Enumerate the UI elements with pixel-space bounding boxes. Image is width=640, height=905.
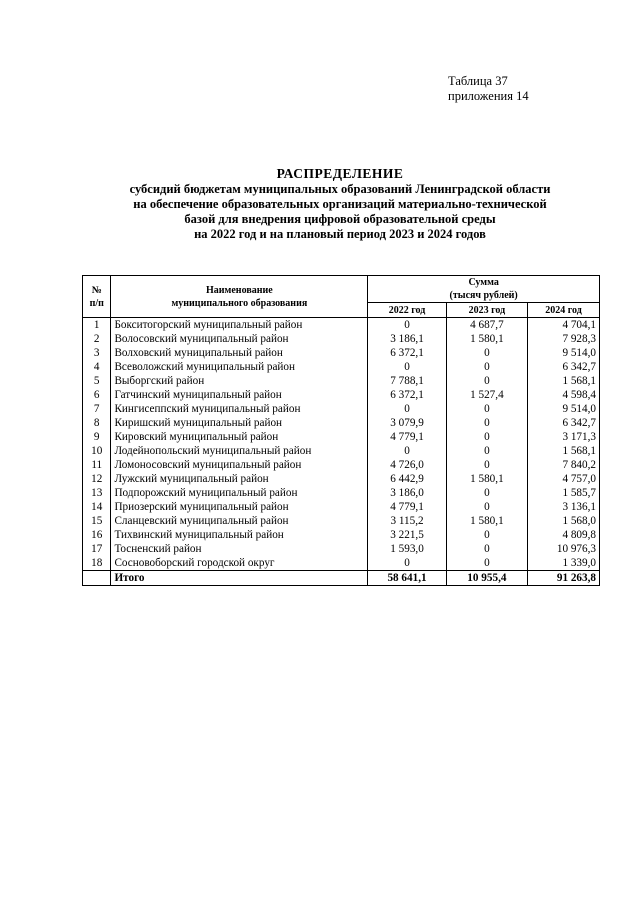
amount-2023: 1 527,4 [446, 388, 527, 402]
amount-2024: 6 342,7 [528, 416, 600, 430]
amount-2022: 3 079,9 [368, 416, 446, 430]
amount-2023: 0 [446, 486, 527, 500]
amount-2024: 1 568,1 [528, 444, 600, 458]
header-year-2024: 2024 год [528, 303, 600, 318]
amount-2024: 7 840,2 [528, 458, 600, 472]
total-2022: 58 641,1 [368, 571, 446, 586]
row-number: 10 [83, 444, 111, 458]
table-row [83, 528, 600, 542]
row-number: 3 [83, 346, 111, 360]
table-row [83, 500, 600, 514]
amount-2022: 1 593,0 [368, 542, 446, 556]
amount-2024: 1 568,1 [528, 374, 600, 388]
amount-2023: 1 580,1 [446, 332, 527, 346]
table-row [83, 472, 600, 486]
amount-2024: 9 514,0 [528, 346, 600, 360]
total-row [83, 571, 600, 586]
amount-2022: 3 221,5 [368, 528, 446, 542]
municipality-name: Тихвинский муниципальный район [111, 528, 368, 542]
total-num-cell [83, 571, 111, 586]
municipality-name: Кингисеппский муниципальный район [111, 402, 368, 416]
amount-2024: 10 976,3 [528, 542, 600, 556]
header-num: № п/п [83, 276, 111, 318]
row-number: 1 [83, 318, 111, 333]
amount-2022: 6 442,9 [368, 472, 446, 486]
row-number: 13 [83, 486, 111, 500]
amount-2022: 6 372,1 [368, 346, 446, 360]
table-row [83, 444, 600, 458]
amount-2022: 6 372,1 [368, 388, 446, 402]
total-2023: 10 955,4 [446, 571, 527, 586]
municipality-name: Кировский муниципальный район [111, 430, 368, 444]
amount-2022: 7 788,1 [368, 374, 446, 388]
municipality-name: Приозерский муниципальный район [111, 500, 368, 514]
row-number: 9 [83, 430, 111, 444]
appendix-number: приложения 14 [448, 89, 529, 103]
row-number: 15 [83, 514, 111, 528]
amount-2022: 3 186,1 [368, 332, 446, 346]
document-reference [448, 74, 529, 104]
header-sum: Сумма (тысяч рублей) [368, 276, 600, 303]
row-number: 6 [83, 388, 111, 402]
amount-2023: 0 [446, 444, 527, 458]
table-row [83, 556, 600, 571]
municipality-name: Выборгский район [111, 374, 368, 388]
amount-2023: 0 [446, 374, 527, 388]
table-row [83, 430, 600, 444]
amount-2022: 0 [368, 360, 446, 374]
table-row [83, 458, 600, 472]
row-number: 17 [83, 542, 111, 556]
amount-2023: 4 687,7 [446, 318, 527, 333]
row-number: 8 [83, 416, 111, 430]
header-year-2022: 2022 год [368, 303, 446, 318]
row-number: 2 [83, 332, 111, 346]
amount-2024: 3 171,3 [528, 430, 600, 444]
amount-2024: 6 342,7 [528, 360, 600, 374]
table-row [83, 388, 600, 402]
header-name: Наименование муниципального образования [111, 276, 368, 318]
table-row [83, 332, 600, 346]
title-line-1: субсидий бюджетам муниципальных образований Ленинградской области [129, 182, 551, 196]
table-row [83, 542, 600, 556]
header-year-2023: 2023 год [446, 303, 527, 318]
amount-2024: 4 809,8 [528, 528, 600, 542]
amount-2023: 0 [446, 542, 527, 556]
amount-2024: 9 514,0 [528, 402, 600, 416]
amount-2024: 7 928,3 [528, 332, 600, 346]
amount-2023: 0 [446, 458, 527, 472]
row-number: 16 [83, 528, 111, 542]
amount-2024: 3 136,1 [528, 500, 600, 514]
table-row [83, 374, 600, 388]
municipality-name: Ломоносовский муниципальный район [111, 458, 368, 472]
table-row [83, 486, 600, 500]
amount-2022: 0 [368, 318, 446, 333]
amount-2024: 1 339,0 [528, 556, 600, 571]
total-label: Итого [111, 571, 368, 586]
municipality-name: Бокситогорский муниципальный район [111, 318, 368, 333]
amount-2022: 0 [368, 402, 446, 416]
municipality-name: Лодейнопольский муниципальный район [111, 444, 368, 458]
amount-2022: 3 115,2 [368, 514, 446, 528]
municipality-name: Гатчинский муниципальный район [111, 388, 368, 402]
amount-2022: 4 726,0 [368, 458, 446, 472]
amount-2024: 1 568,0 [528, 514, 600, 528]
distribution-table [82, 275, 600, 586]
amount-2023: 1 580,1 [446, 472, 527, 486]
table-row [83, 402, 600, 416]
amount-2022: 0 [368, 444, 446, 458]
title-line-4: на 2022 год и на плановый период 2023 и 2024 годов [194, 227, 486, 241]
amount-2024: 4 598,4 [528, 388, 600, 402]
row-number: 4 [83, 360, 111, 374]
municipality-name: Подпорожский муниципальный район [111, 486, 368, 500]
amount-2023: 0 [446, 528, 527, 542]
amount-2022: 4 779,1 [368, 500, 446, 514]
title-line-3: базой для внедрения цифровой образовательной среды [184, 212, 496, 226]
table-row [83, 514, 600, 528]
total-2024: 91 263,8 [528, 571, 600, 586]
municipality-name: Волховский муниципальный район [111, 346, 368, 360]
amount-2024: 1 585,7 [528, 486, 600, 500]
table-row [83, 360, 600, 374]
amount-2023: 0 [446, 402, 527, 416]
amount-2023: 0 [446, 416, 527, 430]
amount-2023: 0 [446, 430, 527, 444]
table-number: Таблица 37 [448, 74, 508, 88]
amount-2024: 4 704,1 [528, 318, 600, 333]
amount-2023: 0 [446, 500, 527, 514]
amount-2022: 0 [368, 556, 446, 571]
table-row [83, 346, 600, 360]
municipality-name: Сланцевский муниципальный район [111, 514, 368, 528]
row-number: 11 [83, 458, 111, 472]
municipality-name: Тосненский район [111, 542, 368, 556]
amount-2023: 0 [446, 360, 527, 374]
table-body [83, 318, 600, 571]
row-number: 18 [83, 556, 111, 571]
amount-2024: 4 757,0 [528, 472, 600, 486]
table-row [83, 318, 600, 333]
amount-2023: 1 580,1 [446, 514, 527, 528]
municipality-name: Волосовский муниципальный район [111, 332, 368, 346]
title-heading: РАСПРЕДЕЛЕНИЕ [276, 166, 404, 181]
amount-2022: 3 186,0 [368, 486, 446, 500]
row-number: 14 [83, 500, 111, 514]
municipality-name: Киришский муниципальный район [111, 416, 368, 430]
municipality-name: Всеволожский муниципальный район [111, 360, 368, 374]
row-number: 5 [83, 374, 111, 388]
document-title [60, 166, 620, 242]
amount-2023: 0 [446, 346, 527, 360]
amount-2023: 0 [446, 556, 527, 571]
municipality-name: Лужский муниципальный район [111, 472, 368, 486]
title-line-2: на обеспечение образовательных организаций материально-технической [133, 197, 547, 211]
municipality-name: Сосновоборский городской округ [111, 556, 368, 571]
amount-2022: 4 779,1 [368, 430, 446, 444]
table-row [83, 416, 600, 430]
row-number: 7 [83, 402, 111, 416]
row-number: 12 [83, 472, 111, 486]
